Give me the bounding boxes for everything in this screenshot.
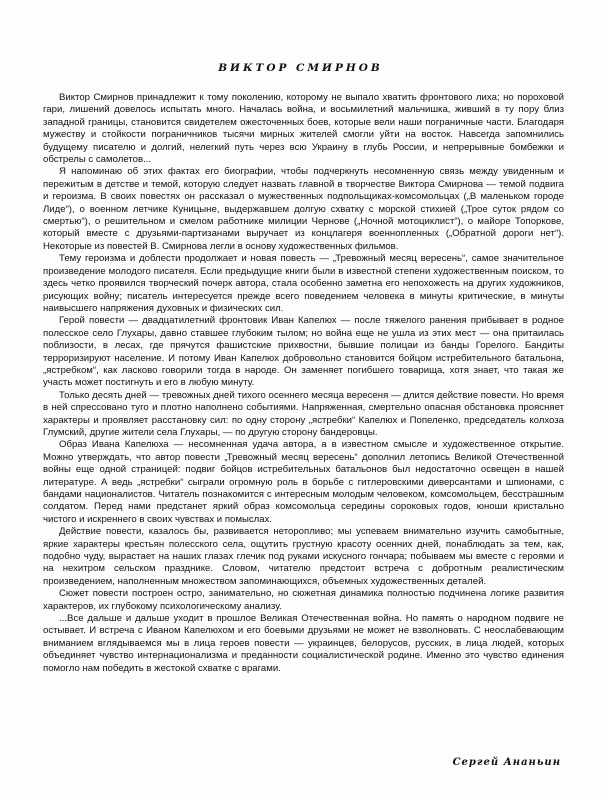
paragraph: Я напоминаю об этих фактах его биографии, чтобы подчеркнуть несомненную связь между увиденным и пережитым в детстве и темой, которую следует назвать главной в творчестве Виктора Смирнова — темой подвига и героизма. В своих повестях он рассказал о мужественных подпольщиках-комсомольцах („В маленьком городе Лиде“), о военном летчике Куницыне, выдержавшем долгую схватку с морской стихией („Трое суток рядом со смертью“), о решительном и смелом работнике милиции Чернове („Ночной мотоциклист“), о майоре Топоркове, который вместе с друзьями-партизанами выручает из концлагеря военнопленных („Обратной дороги нет“). Некоторые из повестей В. Смирнова легли в основу художественных фильмов. [43,166,564,252]
paragraph: Тему героизма и доблести продолжает и новая повесть — „Тревожный месяц вересень“, самое значительное произведение молодого писателя. Если предыдущие книги были в известной степени художественным поиском, то здесь четко проявился творческий почерк автора, стала особенно заметна его непохожесть на других художников, рисующих войну; писатель интересуется прежде всего поведением человека в минуты критические, в минуты наивысшего напряжения духовных и физических сил. [43,253,564,314]
paragraph: Действие повести, казалось бы, развивается неторопливо; мы успеваем внимательно изучить самобытные, яркие характеры крестьян полесского села, ощутить грустную красоту осенних дней, понаблюдать за тем, как, подобно чуду, вырастает на наших глазах глечик под руками искусного гончара; побываем мы вместе с героями и на нехитром сельском празднике. Словом, читателю предстоит встреча с добротным реалистическим произведением, наполненным множеством запоминающихся, объемных художественных деталей. [43,526,564,587]
paragraph: Герой повести — двадцатилетний фронтовик Иван Капелюх — после тяжелого ранения прибывает в родное полесское село Глухары, давно ставшее глубоким тылом; но война еще не ушла из этих мест — она притаилась поблизости, в лесах, где прячутся фашистские прихвостни, бывшие полицаи из банды Горелого. Бандиты терроризируют население. И потому Иван Капелюх добровольно становится бойцом истребительного батальона, „ястребком“, как ласково говорили тогда в народе. Он заменяет погибшего товарища, хотя знает, что такая же участь может постигнуть и его в любую минуту. [43,315,564,389]
paragraph: ...Все дальше и дальше уходит в прошлое Великая Отечественная война. Но память о народном подвиге не остывает. И встреча с Иваном Капелюхом и его боевыми друзьями не может не взволновать. С неослабевающим вниманием вглядываемся мы в лица героев повести — украинцев, белорусов, русских, в лица людей, которых объединяет чувство интернационализма и преданности социалистической родине. Именно это чувство единения помогло нам победить в жестокой схватке с врагами. [43,613,564,674]
page-title: ВИКТОР СМИРНОВ [218,62,383,74]
paragraph: Образ Ивана Капелюха — несомненная удача автора, а в известном смысле и художественное открытие. Можно утверждать, что автор повести „Тревожный месяц вересень“ дополнил летопись Великой Отечественной войны еще одной страницей: подвиг бойцов истребительных батальонов был недостаточно освещен в нашей литературе. А ведь „ястребки“ сыграли огромную роль в борьбе с гитлеровскими диверсантами и шпионами, с бандами националистов. Читатель познакомится с интересным молодым человеком, комсомольцем, бесстрашным солдатом. Перед нами предстанет яркий образ комсомольца середины сороковых годов, юноши кристально чистого и искреннего в своих чувствах и помыслах. [43,439,564,525]
article-body [43,92,564,675]
paragraph: Виктор Смирнов принадлежит к тому поколению, которому не выпало хватить фронтового лиха; но пороховой гари, лишений довелось испытать много. Началась война, и восьмилетний мальчишка, живший в ту пору близ западной границы, становится свидетелем ожесточенных боев, которые вели наши пограничные части. Благодаря мужеству и стойкости пограничников тысячи мирных жителей смогли уйти на восток. Навсегда запомнились будущему писателю и долгий, нелегкий путь через всю Украину в глубь России, и непрерывные бомбежки и обстрелы с самолетов... [43,92,564,166]
author-signature: Сергей Ананьин [452,757,561,768]
paragraph: Сюжет повести построен остро, занимательно, но сюжетная динамика полностью подчинена логике развития характеров, их глубокому психологическому анализу. [43,588,564,612]
paragraph: Только десять дней — тревожных дней тихого осеннего месяца вересеня — длится действие повести. Но время в ней спрессовано туго и плотно наполнено событиями. Напряженная, смертельно опасная обстановка проясняет характеры и проявляет расстановку сил: по одну сторону „ястребки“ Капелюх и Попеленко, председатель колхоза Глумский, другие жители села Глухары, — по другую сторону бандеровцы. [43,389,564,438]
